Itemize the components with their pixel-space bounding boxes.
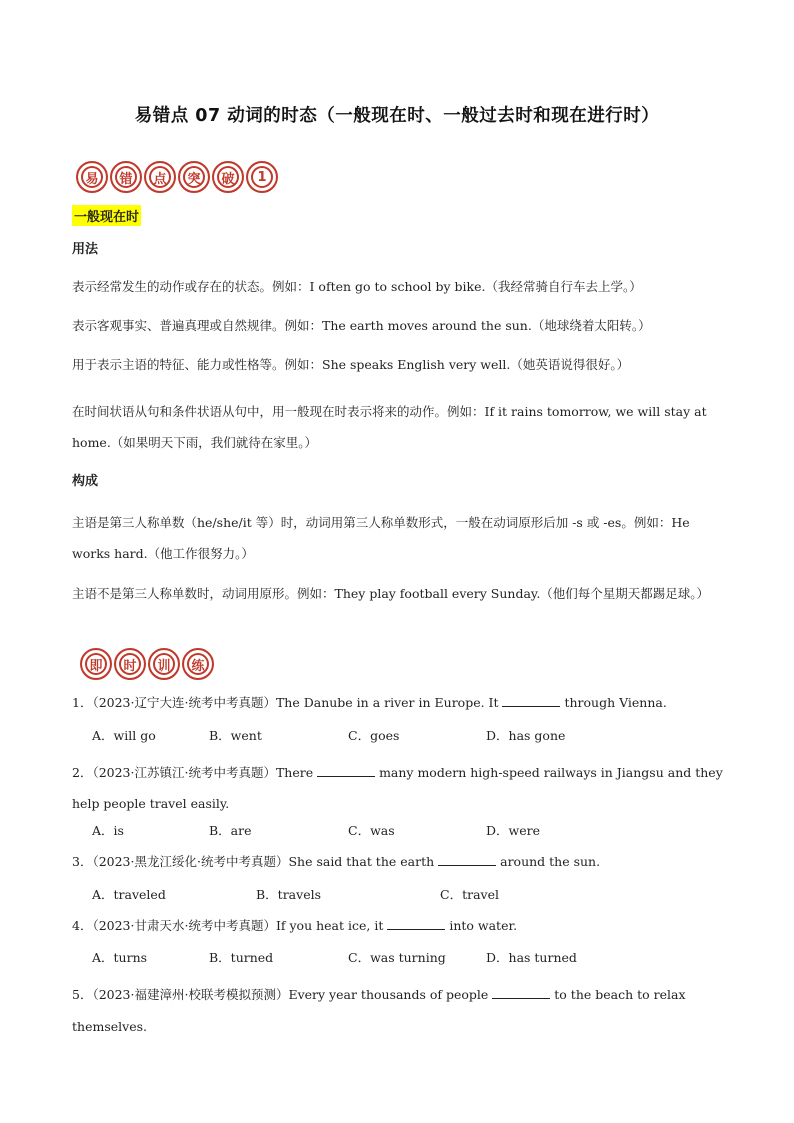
topic-highlight: 一般现在时	[72, 205, 141, 226]
badge-char: 点	[144, 161, 176, 193]
badge-char: 1	[246, 161, 278, 193]
answer-blank[interactable]	[317, 764, 375, 777]
question-text: 2．（2023·江苏镇江·统考中考真题）There	[72, 765, 318, 780]
badge-char: 训	[148, 648, 180, 680]
form-paragraph: 主语是第三人称单数（he/she/it 等）时，动词用第三人称单数形式，一般在动词原形后加 -s 或 -es。例如：He works hard.（他工作很努力。）	[72, 515, 690, 561]
question-text: around the sun.	[496, 854, 601, 869]
option-c[interactable]: C．was turning	[348, 950, 446, 965]
option-b[interactable]: B．turned	[209, 950, 274, 965]
badge-char: 时	[114, 648, 146, 680]
question-5	[72, 979, 732, 1043]
form-paragraph: 主语不是第三人称单数时，动词用原形。例如：They play football every Sunday.（他们每个星期天都踢足球。）	[72, 586, 710, 601]
option-b[interactable]: B．travels	[256, 887, 322, 902]
badge-char: 易	[76, 161, 108, 193]
badge-char: 错	[110, 161, 142, 193]
section-banner-2	[80, 648, 214, 680]
option-a[interactable]: A．is	[92, 823, 124, 838]
option-d[interactable]: D．has gone	[486, 728, 566, 743]
question-2	[72, 757, 732, 819]
question-text: 1．（2023·辽宁大连·统考中考真题）The Danube in a river in Europe. It	[72, 695, 503, 710]
option-a[interactable]: A．turns	[92, 950, 148, 965]
option-a[interactable]: A．traveled	[92, 887, 166, 902]
question-text: 4．（2023·甘肃天水·统考中考真题）If you heat ice, it	[72, 918, 388, 933]
badge-char: 突	[178, 161, 210, 193]
form-heading: 构成	[72, 474, 99, 489]
option-c[interactable]: C．goes	[348, 728, 400, 743]
question-4	[72, 916, 732, 936]
page-title: 易错点 07 动词的时态（一般现在时、一般过去时和现在进行时）	[134, 106, 660, 126]
usage-paragraph: 在时间状语从句和条件状语从句中，用一般现在时表示将来的动作。例如：If it rains tomorrow, we will stay at home.（如果明天下雨，我们就待在家里。）	[72, 404, 707, 450]
option-d[interactable]: D．were	[486, 823, 540, 838]
usage-paragraph: 表示客观事实、普遍真理或自然规律。例如：The earth moves around the sun.（地球绕着太阳转。）	[72, 318, 651, 333]
question-3	[72, 852, 732, 872]
question-text: to the beach to relax themselves.	[72, 987, 686, 1034]
question-text: into water.	[445, 918, 518, 933]
usage-paragraph: 表示经常发生的动作或存在的状态。例如：I often go to school by bike.（我经常骑自行车去上学。）	[72, 279, 642, 294]
option-b[interactable]: B．are	[209, 823, 252, 838]
question-1	[72, 693, 732, 713]
answer-blank[interactable]	[438, 853, 496, 866]
option-c[interactable]: C．was	[348, 823, 395, 838]
section-banner-1	[76, 161, 278, 193]
answer-blank[interactable]	[492, 986, 550, 999]
badge-char: 即	[80, 648, 112, 680]
badge-char: 破	[212, 161, 244, 193]
question-text: 3．（2023·黑龙江绥化·统考中考真题）She said that the earth	[72, 854, 439, 869]
option-a[interactable]: A．will go	[92, 728, 156, 743]
usage-paragraph: 用于表示主语的特征、能力或性格等。例如：She speaks English very well.（她英语说得很好。）	[72, 357, 630, 372]
badge-char: 练	[182, 648, 214, 680]
option-c[interactable]: C．travel	[440, 887, 499, 902]
option-b[interactable]: B．went	[209, 728, 262, 743]
question-text: 5．（2023·福建漳州·校联考模拟预测）Every year thousands of people	[72, 987, 493, 1002]
answer-blank[interactable]	[387, 917, 445, 930]
answer-blank[interactable]	[502, 694, 560, 707]
question-text: many modern high-speed railways in Jiangsu and they help people travel easily.	[72, 765, 723, 811]
question-text: through Vienna.	[560, 695, 667, 710]
usage-heading: 用法	[72, 242, 99, 257]
option-d[interactable]: D．has turned	[486, 950, 577, 965]
